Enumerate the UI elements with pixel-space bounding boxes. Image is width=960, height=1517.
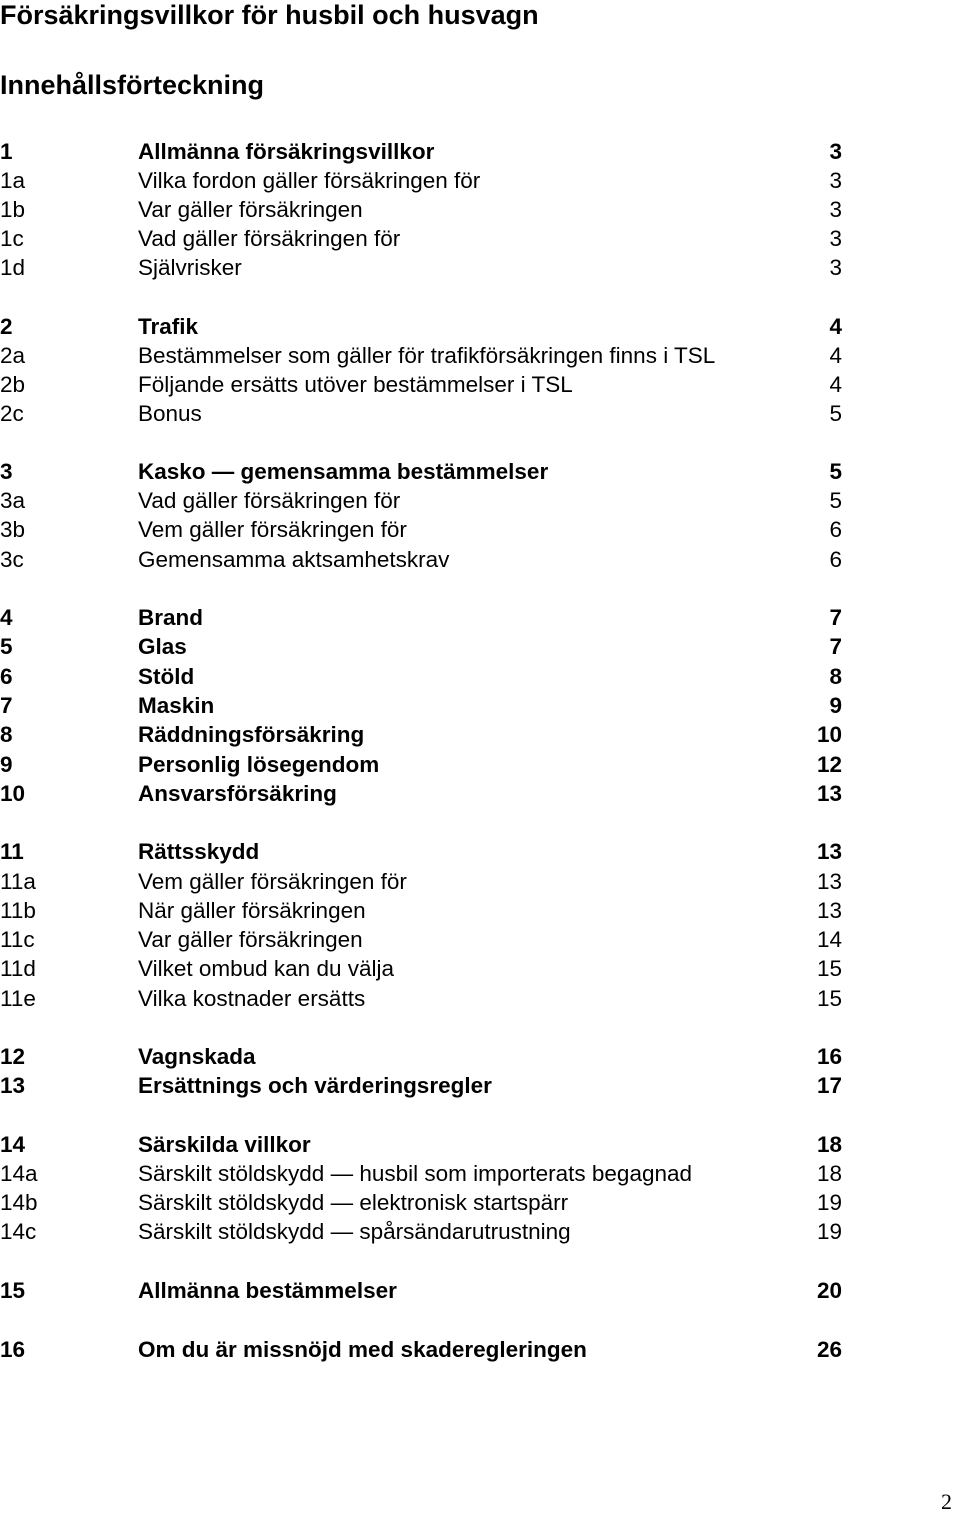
toc-entry-title: Kasko — gemensamma bestämmelser [138, 459, 549, 484]
toc-entry[interactable] [0, 603, 860, 632]
toc-entry-number: 14 [0, 1132, 26, 1157]
toc-entry[interactable] [0, 195, 860, 224]
toc-entry[interactable] [0, 166, 860, 195]
toc-entry[interactable] [0, 224, 860, 253]
toc-entry-number: 16 [0, 1337, 26, 1362]
toc-entry-number: 14c [0, 1219, 37, 1244]
toc-entry-title: Om du är missnöjd med skaderegleringen [138, 1337, 587, 1362]
toc-entry-number: 11a [0, 869, 36, 894]
toc-entry[interactable] [0, 837, 860, 866]
toc-entry[interactable] [0, 954, 860, 983]
toc-entry-title: Vagnskada [138, 1044, 256, 1069]
toc-entry-title: Särskilt stöldskydd — spårsändarutrustning [138, 1219, 571, 1244]
toc-entry[interactable] [0, 779, 860, 808]
toc-entry-page: 5 [829, 459, 842, 484]
toc-entry-number: 7 [0, 693, 13, 718]
toc-entry-title: Bestämmelser som gäller för trafikförsäkringen finns i TSL [138, 343, 716, 368]
toc-entry-page: 19 [816, 1219, 842, 1244]
toc-entry-number: 11b [0, 898, 36, 923]
toc-entry-page: 3 [829, 197, 842, 222]
toc-entry-number: 13 [0, 1073, 26, 1098]
toc-entry-page: 3 [829, 168, 842, 193]
toc-entry[interactable] [0, 253, 860, 282]
toc-entry-number: 12 [0, 1044, 26, 1069]
toc-entry[interactable] [0, 896, 860, 925]
toc-entry-title: Rättsskydd [138, 839, 260, 864]
toc-entry[interactable] [0, 632, 860, 661]
toc-entry-page: 3 [829, 139, 842, 164]
toc-entry[interactable] [0, 399, 860, 428]
toc-entry-title: Räddningsförsäkring [138, 722, 365, 747]
toc-entry-page: 6 [829, 517, 842, 542]
toc-entry-page: 15 [816, 986, 842, 1011]
toc-entry-page: 4 [829, 372, 842, 397]
toc-entry-title: Gemensamma aktsamhetskrav [138, 547, 450, 572]
toc-entry-page: 3 [829, 226, 842, 251]
toc-entry-page: 12 [816, 752, 842, 777]
toc-entry-number: 15 [0, 1278, 26, 1303]
toc-entry-number: 9 [0, 752, 13, 777]
toc-entry[interactable] [0, 312, 860, 341]
toc-entry-title: Allmänna försäkringsvillkor [138, 139, 435, 164]
toc-entry-page: 8 [829, 664, 842, 689]
toc-entry[interactable] [0, 867, 860, 896]
toc-entry[interactable] [0, 691, 860, 720]
toc-entry-page: 14 [816, 927, 842, 952]
toc-entry-page: 13 [816, 781, 842, 806]
toc-entry-number: 14b [0, 1190, 38, 1215]
toc-entry-title: Trafik [138, 314, 199, 339]
toc-entry-number: 2a [0, 343, 26, 368]
toc-entry-title: Personlig lösegendom [138, 752, 380, 777]
toc-entry[interactable] [0, 662, 860, 691]
toc-entry-page: 6 [829, 547, 842, 572]
toc-entry-page: 18 [816, 1132, 842, 1157]
toc-entry-number: 1 [0, 139, 13, 164]
toc-entry-page: 10 [816, 722, 842, 747]
toc-entry-title: Särskilda villkor [138, 1132, 311, 1157]
toc-entry-title: Glas [138, 634, 187, 659]
toc-entry-title: Självrisker [138, 255, 242, 280]
toc-entry[interactable] [0, 515, 860, 544]
toc-entry-number: 1c [0, 226, 24, 251]
toc-entry-page: 20 [816, 1278, 842, 1303]
toc-entry-title: Vem gäller försäkringen för [138, 869, 407, 894]
toc-entry-number: 5 [0, 634, 13, 659]
toc-entry-title: Vad gäller försäkringen för [138, 488, 401, 513]
toc-entry-title: Var gäller försäkringen [138, 927, 363, 952]
toc-entry[interactable] [0, 984, 860, 1013]
toc-entry-title: Ansvarsförsäkring [138, 781, 337, 806]
toc-entry[interactable] [0, 341, 860, 370]
toc-entry-title: Var gäller försäkringen [138, 197, 363, 222]
toc-entry[interactable] [0, 137, 860, 166]
page-number: 2 [941, 1489, 952, 1514]
toc-entry-page: 13 [816, 898, 842, 923]
toc-entry-number: 3c [0, 547, 24, 572]
toc-entry-page: 5 [829, 488, 842, 513]
toc-entry-number: 3b [0, 517, 26, 542]
toc-entry[interactable] [0, 545, 860, 574]
toc-entry[interactable] [0, 370, 860, 399]
toc-entry[interactable] [0, 1188, 860, 1217]
toc-entry-title: Särskilt stöldskydd — husbil som importerats begagnad [138, 1161, 693, 1186]
toc-entry-page: 17 [816, 1073, 842, 1098]
toc-entry-page: 5 [829, 401, 842, 426]
toc-entry-number: 6 [0, 664, 13, 689]
toc-entry-title: Bonus [138, 401, 202, 426]
toc-entry-page: 4 [829, 343, 842, 368]
toc-entry-page: 18 [816, 1161, 842, 1186]
toc-entry-number: 2c [0, 401, 24, 426]
toc-entry[interactable] [0, 1071, 860, 1100]
toc-entry-number: 2 [0, 314, 13, 339]
toc-entry-title: Ersättnings och värderingsregler [138, 1073, 492, 1098]
toc-entry[interactable] [0, 1159, 860, 1188]
toc-entry-number: 3 [0, 459, 13, 484]
toc-entry-page: 13 [816, 839, 842, 864]
toc-entry-page: 9 [829, 693, 842, 718]
toc-entry[interactable] [0, 720, 860, 749]
toc-entry[interactable] [0, 486, 860, 515]
toc-entry[interactable] [0, 750, 860, 779]
toc-entry-page: 26 [816, 1337, 842, 1362]
toc-entry-number: 4 [0, 605, 13, 630]
toc-entry-title: Maskin [138, 693, 215, 718]
toc-entry-title: Vilka fordon gäller försäkringen för [138, 168, 481, 193]
toc-entry[interactable] [0, 1042, 860, 1071]
toc-entry-number: 3a [0, 488, 26, 513]
toc-entry-number: 1a [0, 168, 26, 193]
toc-entry-page: 7 [829, 634, 842, 659]
toc-entry-page: 16 [816, 1044, 842, 1069]
toc-entry-number: 11e [0, 986, 36, 1011]
toc-entry[interactable] [0, 1217, 860, 1246]
toc-entry-title: Stöld [138, 664, 195, 689]
toc-entry[interactable] [0, 1130, 860, 1159]
toc-entry-title: Brand [138, 605, 204, 630]
toc-entry-title: Vilka kostnader ersätts [138, 986, 366, 1011]
toc-entry-title: Allmänna bestämmelser [138, 1278, 397, 1303]
toc-entry-title: Vilket ombud kan du välja [138, 956, 394, 981]
toc-entry-title: Följande ersätts utöver bestämmelser i TSL [138, 372, 573, 397]
toc-entry-title: Vem gäller försäkringen för [138, 517, 407, 542]
toc-heading: Innehållsförteckning [0, 70, 265, 100]
toc-entry[interactable] [0, 1335, 860, 1364]
toc-entry-number: 8 [0, 722, 13, 747]
toc-entry-page: 7 [829, 605, 842, 630]
toc-entry-number: 2b [0, 372, 26, 397]
toc-entry-number: 11d [0, 956, 36, 981]
toc-entry-number: 14a [0, 1161, 38, 1186]
toc-entry-number: 1d [0, 255, 26, 280]
toc-entry-title: Vad gäller försäkringen för [138, 226, 401, 251]
toc-entry[interactable] [0, 1276, 860, 1305]
document-title: Försäkringsvillkor för husbil och husvagn [0, 0, 539, 30]
toc-entry[interactable] [0, 457, 860, 486]
toc-entry-title: När gäller försäkringen [138, 898, 366, 923]
toc-entry-number: 10 [0, 781, 26, 806]
toc-entry-number: 11 [0, 839, 24, 864]
toc-entry-page: 13 [816, 869, 842, 894]
toc-entry-page: 4 [829, 314, 842, 339]
toc-entry-page: 3 [829, 255, 842, 280]
toc-entry[interactable] [0, 925, 860, 954]
toc-entry-number: 1b [0, 197, 26, 222]
toc-entry-title: Särskilt stöldskydd — elektronisk startspärr [138, 1190, 569, 1215]
toc-entry-number: 11c [0, 927, 35, 952]
toc-entry-page: 19 [816, 1190, 842, 1215]
toc-entry-page: 15 [816, 956, 842, 981]
